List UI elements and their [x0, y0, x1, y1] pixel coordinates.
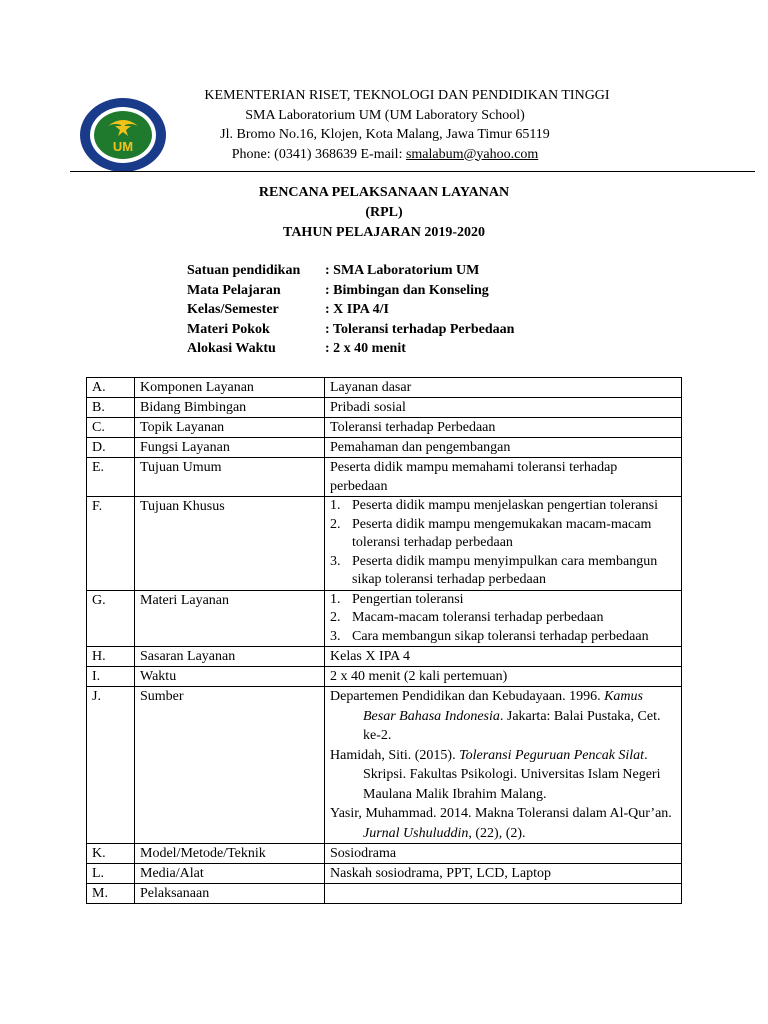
- email-link[interactable]: smalabum@yahoo.com: [405, 146, 539, 162]
- table-row: [87, 864, 682, 884]
- row-value: 2 x 40 menit (2 kali pertemuan): [325, 667, 682, 687]
- list-item: 3. Cara membangun sikap toleransi terhadap perbedaan: [330, 628, 677, 647]
- row-letter: J.: [87, 687, 135, 844]
- row-value: Layanan dasar: [325, 378, 682, 398]
- row-label: Waktu: [135, 667, 325, 687]
- row-value: [325, 590, 682, 647]
- identity-block: [187, 261, 514, 359]
- row-label: Komponen Layanan: [135, 378, 325, 398]
- rpl-table: [86, 377, 682, 904]
- contact-line: [170, 145, 600, 165]
- list-item-text: Peserta didik mampu mengemukakan macam-macam toleransi terhadap perbedaan: [352, 516, 652, 550]
- row-value: Sosiodrama: [325, 844, 682, 864]
- material-list: [330, 591, 677, 647]
- row-value: Pemahaman dan pengembangan: [325, 438, 682, 458]
- school-logo: [78, 96, 168, 174]
- list-item-text: Peserta didik mampu menjelaskan pengertian toleransi: [352, 498, 658, 513]
- meta-value: : SMA Laboratorium UM: [325, 263, 480, 278]
- row-value: Peserta didik mampu memahami toleransi terhadap perbedaan: [325, 458, 682, 497]
- list-item-text: Cara membangun sikap toleransi terhadap perbedaan: [352, 628, 649, 644]
- document-title: [0, 183, 768, 243]
- table-row: [87, 844, 682, 864]
- row-label: Topik Layanan: [135, 418, 325, 438]
- list-item: 1. Peserta didik mampu menjelaskan pengertian toleransi: [330, 497, 677, 516]
- letterhead: [170, 86, 610, 164]
- title-line-2: (RPL): [365, 205, 403, 220]
- objectives-list: [330, 497, 677, 590]
- meta-value: : X IPA 4/I: [325, 302, 389, 317]
- table-row: [87, 497, 682, 591]
- table-row: [87, 647, 682, 667]
- row-value: [325, 884, 682, 904]
- list-item: 2. Macam-macam toleransi terhadap perbedaan: [330, 609, 677, 628]
- school-name: SMA Laboratorium UM (UM Laboratory School): [245, 107, 525, 123]
- meta-value: : 2 x 40 menit: [325, 341, 406, 356]
- meta-row: [187, 281, 514, 301]
- row-value: [325, 497, 682, 591]
- row-label: Materi Layanan: [135, 590, 325, 647]
- meta-value: : Toleransi terhadap Perbedaan: [325, 321, 515, 337]
- row-value: Pribadi sosial: [325, 398, 682, 418]
- row-label: Media/Alat: [135, 864, 325, 884]
- row-letter: M.: [87, 884, 135, 904]
- row-label: Bidang Bimbingan: [135, 398, 325, 418]
- row-letter: L.: [87, 864, 135, 884]
- meta-label: Alokasi Waktu: [187, 341, 276, 356]
- reference-item: Yasir, Muhammad. 2014. Makna Toleransi dalam Al-Qur’an. Jurnal Ushuluddin, (22), (2).: [330, 806, 672, 841]
- reference-item: Departemen Pendidikan dan Kebudayaan. 1996. Kamus Besar Bahasa Indonesia. Jakarta: Balai Pustaka, Cet. ke-2.: [330, 689, 661, 743]
- row-label: Tujuan Umum: [135, 458, 325, 497]
- row-label: Tujuan Khusus: [135, 497, 325, 591]
- school-address: Jl. Bromo No.16, Klojen, Kota Malang, Jawa Timur 65119: [220, 127, 550, 142]
- row-letter: H.: [87, 647, 135, 667]
- table-row: [87, 590, 682, 647]
- ministry-name: KEMENTERIAN RISET, TEKNOLOGI DAN PENDIDIKAN TINGGI: [204, 88, 610, 103]
- table-row: [87, 667, 682, 687]
- row-letter: C.: [87, 418, 135, 438]
- row-letter: F.: [87, 497, 135, 591]
- row-letter: E.: [87, 458, 135, 497]
- meta-row: [187, 261, 514, 281]
- row-letter: B.: [87, 398, 135, 418]
- phone-text: Phone: (0341) 368639 E-mail:: [231, 146, 406, 162]
- meta-label: Mata Pelajaran: [187, 282, 281, 298]
- meta-row: [187, 300, 514, 320]
- row-value: Kelas X IPA 4: [325, 647, 682, 667]
- row-letter: D.: [87, 438, 135, 458]
- list-item: 2. Peserta didik mampu mengemukakan macam-macam toleransi terhadap perbedaan: [330, 516, 677, 553]
- row-letter: K.: [87, 844, 135, 864]
- row-label: Pelaksanaan: [135, 884, 325, 904]
- reference-item: Hamidah, Siti. (2015). Toleransi Peguruan Pencak Silat. Skripsi. Fakultas Psikologi. Universitas Islam Negeri Maulana Malik Ibrahim Malang.: [330, 747, 661, 802]
- row-value: Naskah sosiodrama, PPT, LCD, Laptop: [325, 864, 682, 884]
- row-letter: A.: [87, 378, 135, 398]
- table-row: [87, 438, 682, 458]
- list-item-text: Peserta didik mampu menyimpulkan cara membangun sikap toleransi terhadap perbedaan: [352, 553, 658, 587]
- header-divider: [70, 171, 755, 172]
- table-row: [87, 458, 682, 497]
- list-item: 1. Pengertian toleransi: [330, 591, 677, 610]
- meta-label: Satuan pendidikan: [187, 263, 301, 278]
- table-row: [87, 398, 682, 418]
- title-line-3: TAHUN PELAJARAN 2019-2020: [283, 225, 485, 240]
- row-letter: I.: [87, 667, 135, 687]
- meta-row: [187, 339, 514, 359]
- list-item-text: Macam-macam toleransi terhadap perbedaan: [352, 610, 604, 625]
- title-line-1: RENCANA PELAKSANAAN LAYANAN: [258, 185, 510, 200]
- list-item: 3. Peserta didik mampu menyimpulkan cara membangun sikap toleransi terhadap perbedaan: [330, 553, 677, 590]
- meta-label: Materi Pokok: [187, 321, 270, 337]
- row-label: Sumber: [135, 687, 325, 844]
- logo-text: UM: [112, 139, 134, 154]
- table-row: [87, 418, 682, 438]
- list-item-text: Pengertian toleransi: [352, 591, 464, 607]
- meta-label: Kelas/Semester: [187, 302, 279, 317]
- table-row: [87, 687, 682, 844]
- row-value: [325, 687, 682, 844]
- table-row: [87, 378, 682, 398]
- row-letter: G.: [87, 590, 135, 647]
- row-value: Toleransi terhadap Perbedaan: [325, 418, 682, 438]
- meta-row: [187, 320, 514, 340]
- row-label: Sasaran Layanan: [135, 647, 325, 667]
- row-label: Model/Metode/Teknik: [135, 844, 325, 864]
- row-label: Fungsi Layanan: [135, 438, 325, 458]
- meta-value: : Bimbingan dan Konseling: [325, 282, 489, 298]
- table-row: [87, 884, 682, 904]
